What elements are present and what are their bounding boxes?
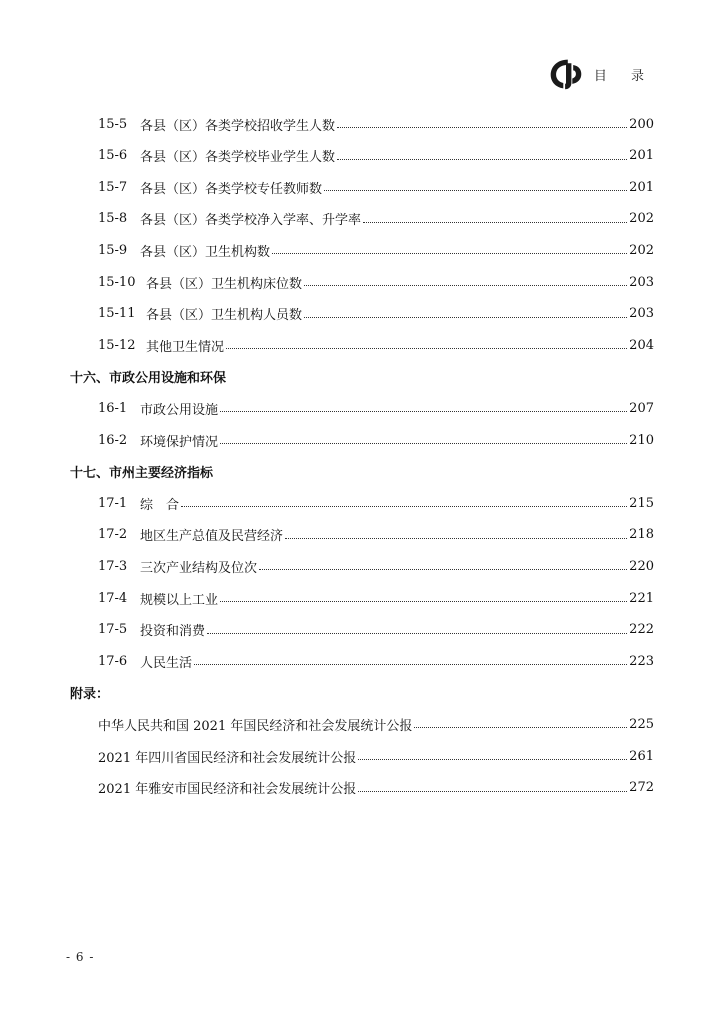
toc-entry-line[interactable] (98, 298, 654, 330)
toc-entry-title: 各县（区）各类学校招收学生人数 (140, 118, 336, 134)
toc-entry-title: 各县（区）各类学校专任教师数 (140, 181, 323, 197)
toc-entry[interactable] (0, 614, 724, 646)
toc-entry-page: 215 (629, 495, 654, 511)
toc-entry-title: 各县（区）卫生机构床位数 (146, 276, 303, 292)
toc-entry-page: 200 (629, 116, 654, 132)
toc-entry-line[interactable] (98, 740, 654, 772)
toc-entry-line[interactable] (98, 519, 654, 551)
section-heading-row (0, 456, 724, 488)
dot-leader (220, 442, 627, 444)
dot-leader (259, 568, 627, 570)
toc-entry[interactable] (0, 550, 724, 582)
toc-entry-number: 15-12 (98, 337, 136, 353)
toc-entry[interactable] (0, 487, 724, 519)
page-number: - 6 - (66, 950, 95, 964)
toc-entry-page: 221 (629, 590, 654, 606)
dot-leader (414, 726, 627, 728)
toc-entry-page: 201 (629, 148, 654, 164)
toc-entry-line[interactable] (98, 582, 654, 614)
toc-entry[interactable] (0, 519, 724, 551)
dot-leader (285, 537, 627, 539)
statistics-logo-icon (548, 56, 584, 92)
toc-entry-title: 各县（区）各类学校净入学率、升学率 (140, 213, 362, 229)
toc-entry-title: 2021 年雅安市国民经济和社会发展统计公报 (98, 782, 357, 798)
dot-leader (358, 790, 627, 792)
toc-entry[interactable] (0, 772, 724, 804)
toc-entry-number: 15-11 (98, 306, 136, 322)
header-title: 目 录 (593, 68, 654, 84)
toc-entry-line[interactable] (98, 171, 654, 203)
toc-entry-line[interactable] (98, 108, 654, 140)
toc-entry-title: 2021 年四川省国民经济和社会发展统计公报 (98, 750, 357, 766)
toc-entry-number: 17-2 (98, 527, 128, 543)
toc-entry-title: 投资和消费 (140, 624, 206, 640)
section-heading: 十六、市政公用设施和环保 (70, 371, 227, 387)
toc-entry-number: 17-4 (98, 590, 128, 606)
toc-entry-page: 225 (629, 716, 654, 732)
dot-leader (220, 600, 627, 602)
dot-leader (207, 632, 627, 634)
toc-entry[interactable] (0, 266, 724, 298)
dot-leader (337, 126, 627, 128)
toc-entry-line[interactable] (98, 392, 654, 424)
toc-entry-line[interactable] (98, 772, 654, 804)
toc-entry[interactable] (0, 740, 724, 772)
toc-entry[interactable] (0, 424, 724, 456)
toc-entry-title: 环境保护情况 (140, 434, 219, 450)
toc-entry-title: 三次产业结构及位次 (140, 560, 258, 576)
toc-entry-title: 人民生活 (140, 655, 193, 671)
toc-entry-page: 203 (629, 306, 654, 322)
toc-entry-line[interactable] (98, 487, 654, 519)
toc-entry-line[interactable] (98, 203, 654, 235)
toc-entry[interactable] (0, 203, 724, 235)
section-heading-row (0, 361, 724, 393)
toc-entry[interactable] (0, 329, 724, 361)
toc-entry-number: 17-6 (98, 653, 128, 669)
toc-entry[interactable] (0, 140, 724, 172)
toc-entry-line[interactable] (98, 329, 654, 361)
toc-entry-number: 17-5 (98, 622, 128, 638)
toc-entry-line[interactable] (98, 708, 654, 740)
toc-entry-line[interactable] (98, 645, 654, 677)
toc-entry-line[interactable] (98, 614, 654, 646)
toc-entry[interactable] (0, 108, 724, 140)
toc-entry-page: 223 (629, 653, 654, 669)
toc-entry[interactable] (0, 392, 724, 424)
toc-entry-page: 220 (629, 558, 654, 574)
dot-leader (337, 158, 627, 160)
toc-entry-number: 17-3 (98, 558, 128, 574)
toc-entry-number: 15-8 (98, 211, 128, 227)
toc-entry-page: 207 (629, 400, 654, 416)
toc-entry-title: 综 合 (140, 497, 180, 513)
section-heading: 附录： (70, 687, 110, 703)
toc-entry-number: 17-1 (98, 495, 128, 511)
toc-entry-title: 各县（区）卫生机构人员数 (146, 308, 303, 324)
toc-entry-line[interactable] (98, 550, 654, 582)
toc-entry-number: 15-6 (98, 148, 128, 164)
toc-entry-number: 16-1 (98, 400, 128, 416)
toc-entry-page: 202 (629, 211, 654, 227)
page-header (548, 56, 654, 92)
dot-leader (181, 505, 627, 507)
toc-entry[interactable] (0, 645, 724, 677)
toc-entry-title: 市政公用设施 (140, 402, 219, 418)
dot-leader (220, 410, 627, 412)
toc-entry-page: 272 (629, 780, 654, 796)
dot-leader (363, 221, 627, 223)
toc-entry-number: 15-9 (98, 242, 128, 258)
toc-entry[interactable] (0, 708, 724, 740)
toc-entry-page: 201 (629, 179, 654, 195)
dot-leader (194, 663, 627, 665)
toc-entry-number: 15-5 (98, 116, 128, 132)
toc-entry-page: 261 (629, 748, 654, 764)
dot-leader (304, 284, 627, 286)
section-heading-row (0, 677, 724, 709)
toc-entry-number: 15-7 (98, 179, 128, 195)
toc-entry[interactable] (0, 582, 724, 614)
toc-entry-page: 202 (629, 242, 654, 258)
toc-entry-line[interactable] (98, 140, 654, 172)
toc-entry-title: 中华人民共和国 2021 年国民经济和社会发展统计公报 (98, 718, 413, 734)
toc-entry-number: 15-10 (98, 274, 136, 290)
toc-entry[interactable] (0, 234, 724, 266)
toc-entry[interactable] (0, 171, 724, 203)
dot-leader (304, 316, 627, 318)
toc-entry-page: 204 (629, 337, 654, 353)
toc-entry-title: 各县（区）各类学校毕业学生人数 (140, 150, 336, 166)
toc-entry-line[interactable] (98, 266, 654, 298)
toc-entry-page: 203 (629, 274, 654, 290)
toc-entry-title: 地区生产总值及民营经济 (140, 529, 284, 545)
toc-entry-number: 16-2 (98, 432, 128, 448)
dot-leader (324, 189, 627, 191)
toc-entry-line[interactable] (98, 424, 654, 456)
toc-entry-title: 规模以上工业 (140, 592, 219, 608)
dot-leader (272, 252, 627, 254)
dot-leader (226, 347, 627, 349)
toc-entry-line[interactable] (98, 234, 654, 266)
toc-entry-title: 其他卫生情况 (146, 339, 225, 355)
toc-entry-page: 218 (629, 527, 654, 543)
toc-entry-page: 222 (629, 622, 654, 638)
dot-leader (358, 758, 627, 760)
toc-entry[interactable] (0, 298, 724, 330)
toc-entry-title: 各县（区）卫生机构数 (140, 244, 271, 260)
section-heading: 十七、市州主要经济指标 (70, 466, 214, 482)
toc-entry-page: 210 (629, 432, 654, 448)
